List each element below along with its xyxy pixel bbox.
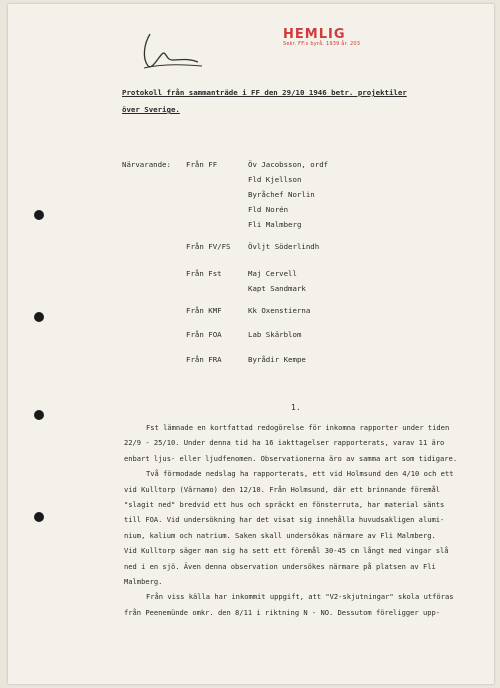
attendance-member: Kk Oxenstierna	[248, 306, 311, 315]
attendance-member: Fld Norén	[248, 205, 289, 214]
body-line: Malmberg.	[124, 576, 163, 586]
body-line: till FOA. Vid undersökning har det visat sig innehålla huvudsakligen alumi-	[124, 515, 445, 525]
section-number: 1.	[291, 403, 301, 412]
classification-stamp	[283, 28, 360, 47]
attendance-member: Lab Skärblom	[248, 330, 302, 339]
section-body	[124, 420, 464, 620]
stamp-subtitle: Sekr. FF:s byrå. 1939 år. 203	[283, 41, 361, 47]
attendance-member: Maj Cervell	[248, 269, 297, 278]
body-line: nium, kalium och natrium. Saken skall undersökas närmare av Fli Malmberg.	[124, 530, 436, 540]
body-line: Fst lämnade en kortfattad redogörelse för inkomna rapporter under tiden	[146, 423, 450, 432]
punch-hole	[34, 410, 44, 420]
attendance-org: Från FF	[186, 160, 218, 169]
punch-hole	[34, 210, 44, 220]
attendance-org: Från FRA	[186, 355, 222, 364]
attendance-member: Byråchef Norlin	[248, 190, 315, 199]
attendance-org: Från FOA	[186, 330, 222, 339]
body-line: Vid Kulltorp säger man sig ha sett ett föremål 30-45 cm långt med vingar slå	[124, 546, 449, 556]
document-title-line-2: över Sverige.	[122, 105, 180, 114]
attendance-member: Öv Jacobsson, ordf	[248, 160, 329, 169]
body-line: Två förmodade nedslag ha rapporterats, ett vid Holmsund den 4/10 och ett	[146, 469, 454, 479]
attendance-member: Fli Malmberg	[248, 220, 302, 229]
attendance-org: Från KMF	[186, 306, 222, 315]
body-line: 22/9 - 25/10. Under denna tid ha 16 iakttagelser rapporterats, varav 11 äro	[124, 438, 445, 448]
attendance-org: Från FV/FS	[186, 242, 231, 251]
punch-hole	[34, 312, 44, 322]
attendance-org: Från Fst	[186, 269, 222, 278]
attendance-member: Kapt Sandmark	[248, 284, 306, 293]
handwritten-signature	[136, 28, 206, 72]
body-line: Från viss källa har inkommit uppgift, att "V2-skjutningar" skola utföras	[146, 592, 454, 602]
punch-hole	[34, 512, 44, 522]
attendance-member: Byrådir Kempe	[248, 355, 306, 364]
body-line: "slagit ned" bredvid ett hus och spräckt en fönsterruta, har material sänts	[124, 499, 445, 509]
document-page	[8, 4, 494, 684]
body-line: enbart ljus- eller ljudfenomen. Observationerna äro av samma art som tidigare.	[124, 453, 458, 463]
body-line: ned i en sjö. Även denna observation undersökes närmare på platsen av Fli	[124, 561, 436, 571]
body-line: vid Kulltorp (Värnamo) den 12/10. Från Holmsund, där ett brinnande föremål	[124, 484, 441, 494]
attendance-member: Övljt Söderlindh	[248, 242, 320, 251]
stamp-classification: HEMLIG	[283, 27, 346, 42]
attendance-member: Fld Kjellson	[248, 175, 302, 184]
attendance-label: Närvarande:	[122, 160, 171, 169]
document-title-line-1: Protokoll från sammanträde i FF den 29/10 1946 betr. projektiler	[122, 88, 407, 97]
body-line: från Peenemünde omkr. den 8/11 i riktning N - NO. Dessutom föreligger upp-	[124, 607, 441, 617]
